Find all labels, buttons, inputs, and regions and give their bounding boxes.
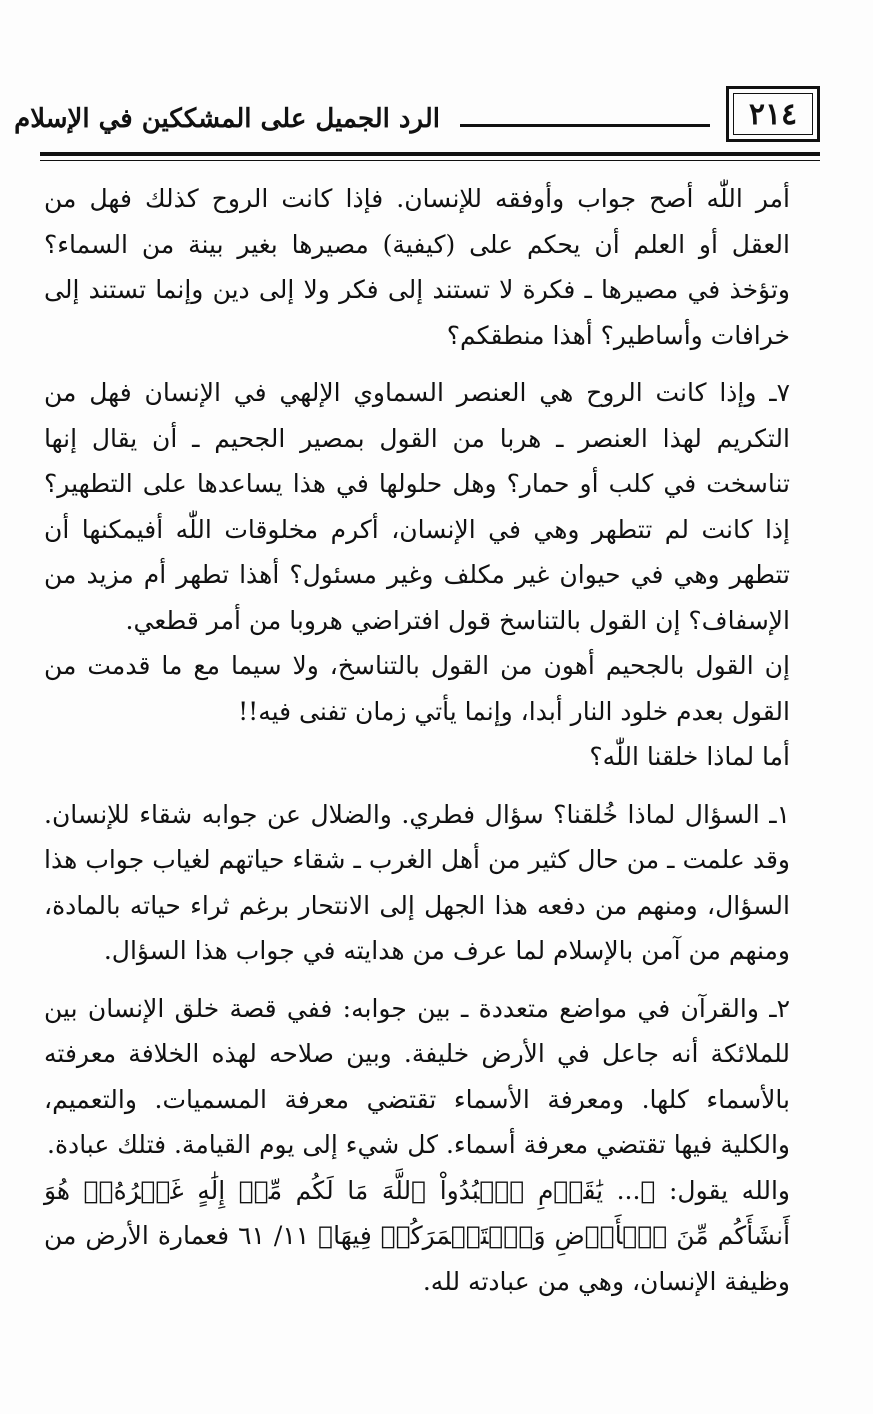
quote-tail: فعمارة الأرض من وظيفة الإنسان، وهي من عبادته لله. — [44, 1221, 790, 1296]
header-double-rule-thick — [40, 152, 820, 156]
section-heading-why-created: أما لماذا خلقنا اللّٰه؟ — [589, 742, 790, 771]
spacer — [44, 974, 790, 986]
page-body — [44, 176, 790, 1304]
header-double-rule-thin — [40, 160, 820, 161]
paragraph-intro: أمر اللّٰه أصح جواب وأوفقه للإنسان. فإذا كانت الروح كذلك فهل من العقل أو العلم أن يحكم على (كيفية) مصيرها بغير بينة من السماء؟ وتؤخذ في مصيرها ـ فكرة لا تستند إلى فكر ولا إلى دين وإنما تستند إلى خرافات وأساطير؟ أهذا منطقكم؟ — [44, 184, 790, 350]
list-item-1: ١ـ السؤال لماذا خُلقنا؟ سؤال فطري. والضلال عن جوابه شقاء للإنسان. وقد علمت ـ من حال كثير من أهل الغرب ـ شقاء حياتهم لغياب جواب هذا السؤال، ومنهم من دفعه هذا الجهل إلى الانتحار برغم ثراء حياته بالمادة، ومنهم من آمن بالإسلام لما عرف من هدايته في جواب هذا السؤال. — [44, 799, 790, 965]
page-number: ٢١٤ — [748, 96, 798, 132]
quote-reference: ١١/ ٦١ — [229, 1221, 319, 1250]
running-title: الرد الجميل على المشككين في الإسلام — [14, 104, 440, 134]
page-number-box — [726, 86, 820, 142]
page-header — [14, 86, 820, 146]
spacer — [44, 780, 790, 792]
header-rule — [460, 124, 710, 127]
list-item-7: ٧ـ وإذا كانت الروح هي العنصر السماوي الإلهي في الإنسان فهل من التكريم لهذا العنصر ـ هربا من القول بمصير الجحيم ـ أن يقال إنها تناسخت في كلب أو حمار؟ وهل حلولها في هذا يساعدها على التطهير؟ إذا كانت لم تتطهر وهي في الإنسان، أكرم مخلوقات اللّٰه أفيمكنها أن تتطهر وهي في حيوان غير مكلف وغير مسئول؟ أهذا تطهر أم مزيد من الإسفاف؟ إن القول بالتناسخ قول افتراضي هروبا من أمر قطعي. — [44, 378, 790, 635]
spacer — [44, 358, 790, 370]
quran-quote: ﴿... يَٰقَوۡمِ ٱعۡبُدُواْ ٱللَّهَ مَا لَكُم مِّنۡ إِلَٰهٍ غَيۡرُهُۥۖ هُوَ أَنشَأَكُم مِّنَ ٱلۡأَرۡضِ وَٱسۡتَعۡمَرَكُمۡ فِيهَا﴾ — [44, 1175, 791, 1250]
paragraph-jahim: إن القول بالجحيم أهون من القول بالتناسخ، ولا سيما مع ما قدمت من القول بعدم خلود النار أبدا، وإنما يأتي زمان تفنى فيه!! — [44, 651, 790, 726]
quote-lead: والله يقول: — [655, 1175, 790, 1205]
list-item-2: ٢ـ والقرآن في مواضع متعددة ـ بين جوابه: ففي قصة خلق الإنسان بين للملائكة أنه جاعل في الأرض خليفة. وبين صلاحه لهذه الخلافة معرفته بالأسماء كلها. ومعرفة الأسماء تقتضي معرفة المسميات. والتعميم، والكلية فيها تقتضي معرفة أسماء. كل شيء إلى يوم القيامة. فتلك عبادة. — [44, 993, 790, 1159]
paragraph-quote — [44, 1168, 790, 1305]
